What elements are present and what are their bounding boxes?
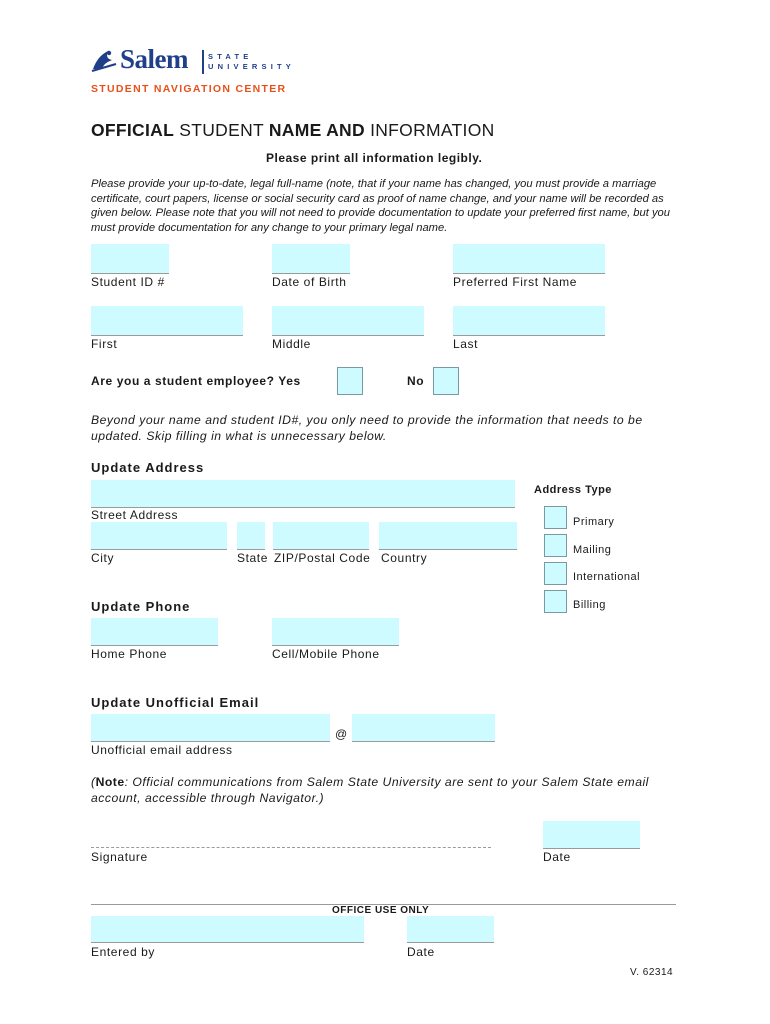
- address-type-international-checkbox[interactable]: [544, 562, 567, 585]
- dob-label: Date of Birth: [272, 275, 347, 289]
- cell-phone-field[interactable]: [272, 618, 399, 646]
- address-type-billing-checkbox[interactable]: [544, 590, 567, 613]
- employee-no-label: No: [407, 374, 425, 388]
- title-part-official: OFFICIAL: [91, 120, 175, 140]
- page-title: [91, 120, 495, 141]
- preferred-first-name-label: Preferred First Name: [453, 275, 578, 289]
- last-name-label: Last: [453, 337, 479, 351]
- logo-university: UNIVERSITY: [208, 62, 296, 71]
- intro-paragraph: Please provide your up-to-date, legal full-name (note, that if your name has changed, you must provide a marriage certificate, court papers, license or social security card as proof of name change, and your name will be recorded as given below. Please note that you will not need to provide documentation to update your preferred first name, but you must provide documentation for any change to your primary legal name.: [91, 178, 671, 234]
- city-field[interactable]: [91, 522, 227, 550]
- office-date-field[interactable]: [407, 916, 494, 943]
- city-label: City: [91, 551, 115, 565]
- email-domain-field[interactable]: [352, 714, 495, 742]
- page-subtitle: Please print all information legibly.: [266, 151, 483, 165]
- email-at-sign: @: [335, 727, 348, 741]
- office-date-label: Date: [407, 945, 435, 959]
- first-name-field[interactable]: [91, 306, 243, 336]
- student-id-label: Student ID #: [91, 275, 165, 289]
- preferred-first-name-field[interactable]: [453, 244, 605, 274]
- address-type-primary-checkbox[interactable]: [544, 506, 567, 529]
- employee-yes-checkbox[interactable]: [337, 367, 363, 395]
- logo: [90, 44, 330, 80]
- signature-date-field[interactable]: [543, 821, 640, 849]
- update-email-heading: Update Unofficial Email: [91, 695, 260, 710]
- office-use-heading: OFFICE USE ONLY: [332, 905, 430, 916]
- signature-date-label: Date: [543, 850, 571, 864]
- logo-state: STATE: [208, 52, 253, 61]
- navigation-center-label: STUDENT NAVIGATION CENTER: [91, 83, 287, 95]
- address-type-billing-label: Billing: [573, 599, 606, 611]
- employee-no-checkbox[interactable]: [433, 367, 459, 395]
- country-label: Country: [381, 551, 428, 565]
- logo-divider: [202, 50, 204, 74]
- dob-field[interactable]: [272, 244, 350, 274]
- update-address-heading: Update Address: [91, 460, 205, 475]
- title-part-student: STUDENT: [174, 120, 269, 140]
- salem-witch-icon: [90, 47, 118, 75]
- middle-name-label: Middle: [272, 337, 311, 351]
- signature-line[interactable]: [91, 846, 491, 848]
- zip-label: ZIP/Postal Code: [274, 551, 371, 565]
- entered-by-label: Entered by: [91, 945, 156, 959]
- country-field[interactable]: [379, 522, 517, 550]
- state-field[interactable]: [237, 522, 265, 550]
- address-type-primary-label: Primary: [573, 516, 615, 528]
- last-name-field[interactable]: [453, 306, 605, 336]
- state-label: State: [237, 551, 269, 565]
- address-type-mailing-checkbox[interactable]: [544, 534, 567, 557]
- address-type-mailing-label: Mailing: [573, 544, 612, 556]
- zip-field[interactable]: [273, 522, 369, 550]
- version-label: V. 62314: [630, 967, 674, 978]
- street-address-label: Street Address: [91, 508, 179, 522]
- email-label: Unofficial email address: [91, 743, 233, 757]
- first-name-label: First: [91, 337, 118, 351]
- title-part-name: NAME AND: [268, 120, 365, 140]
- title-part-information: INFORMATION: [364, 120, 495, 140]
- signature-label: Signature: [91, 850, 148, 864]
- beyond-paragraph: Beyond your name and student ID#, you only need to provide the information that needs to be updated. Skip filling in what is unnecessary below.: [91, 413, 643, 443]
- update-phone-heading: Update Phone: [91, 599, 191, 614]
- street-address-field[interactable]: [91, 480, 515, 508]
- home-phone-field[interactable]: [91, 618, 218, 646]
- email-note-open: (: [91, 775, 96, 789]
- middle-name-field[interactable]: [272, 306, 424, 336]
- address-type-international-label: International: [573, 571, 641, 583]
- entered-by-field[interactable]: [91, 916, 364, 943]
- email-note: [91, 774, 681, 806]
- student-id-field[interactable]: [91, 244, 169, 274]
- email-note-bold: Note: [95, 775, 125, 789]
- email-user-field[interactable]: [91, 714, 330, 742]
- home-phone-label: Home Phone: [91, 647, 168, 661]
- cell-phone-label: Cell/Mobile Phone: [272, 647, 380, 661]
- email-note-text: : Official communications from Salem State University are sent to your Salem State email account, accessible through Navigator.): [91, 775, 649, 805]
- logo-wordmark: Salem: [120, 44, 188, 74]
- address-type-heading: Address Type: [534, 484, 612, 496]
- student-employee-question: Are you a student employee? Yes: [91, 374, 301, 388]
